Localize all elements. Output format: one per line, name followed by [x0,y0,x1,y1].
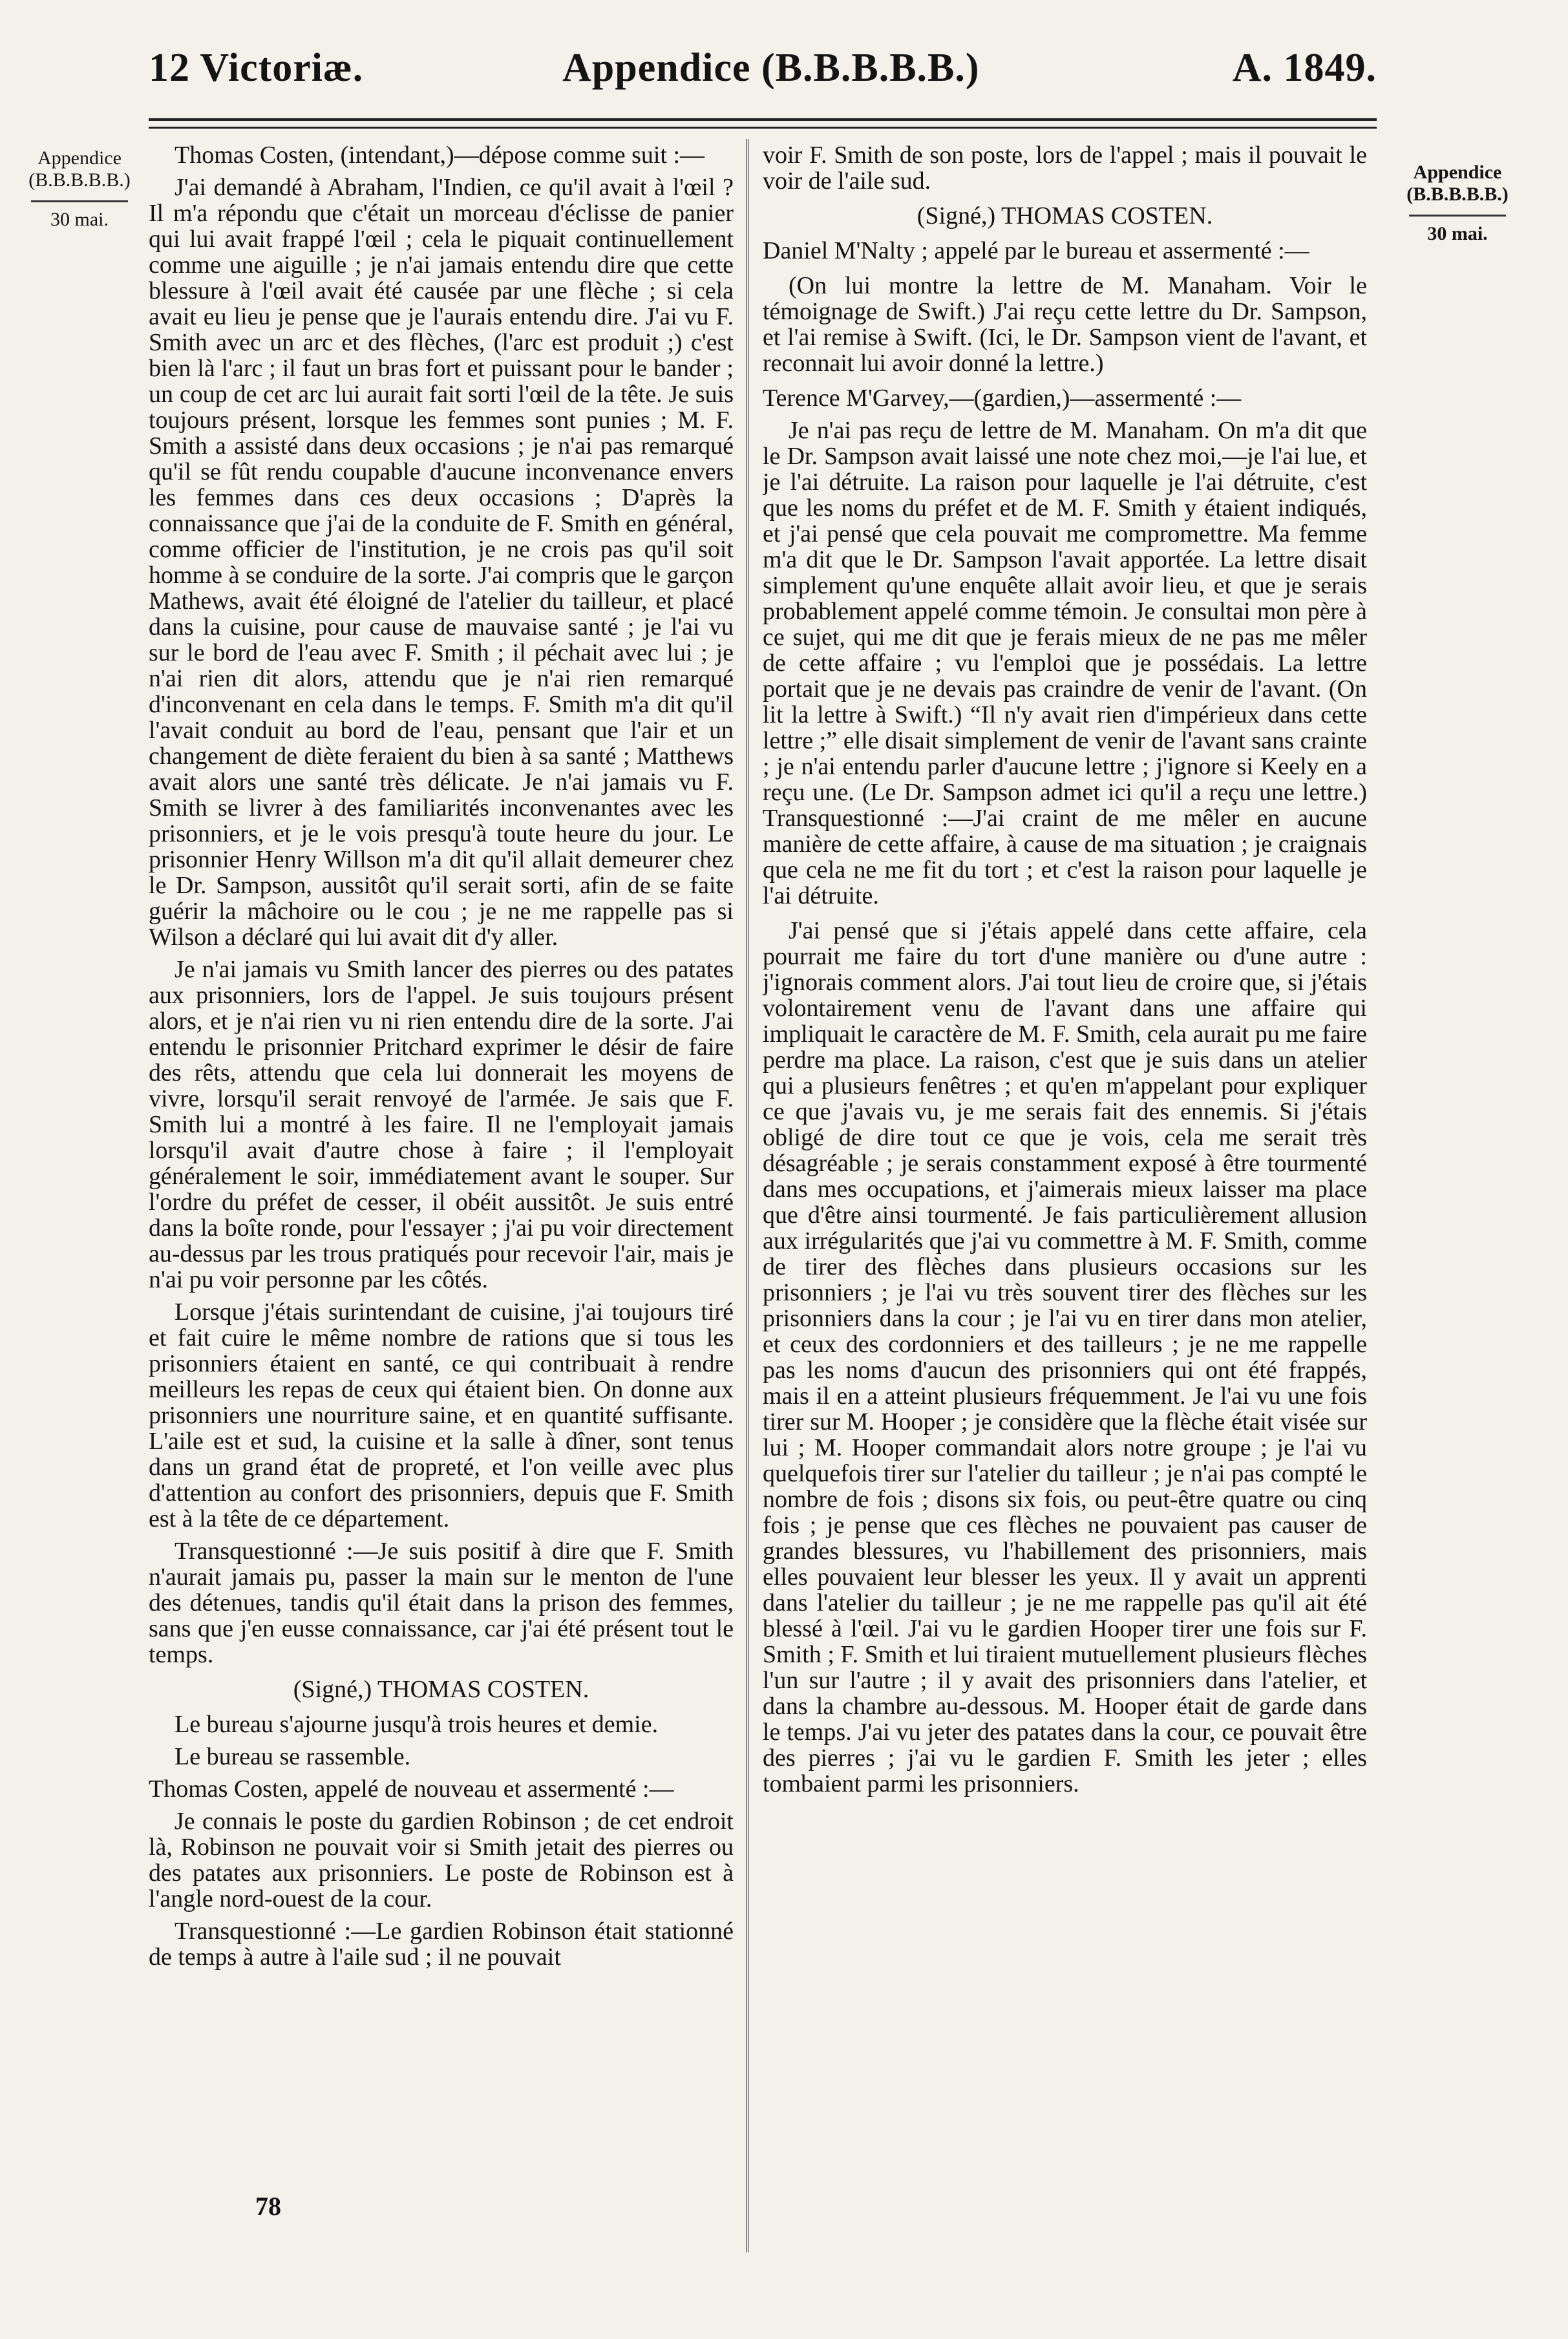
page-number: 78 [255,2192,281,2221]
paragraph: Transquestionné :—Le gardien Robinson était stationné de temps à autre à l'aile sud ; il ne pouvait [149,1918,734,1971]
paragraph: J'ai pensé que si j'étais appelé dans cette affaire, cela pourrait me faire du tort d'une manière ou d'une autre : j'ignorais comment alors. J'ai tout lieu de croire que, si j'étais volontairement venu de l'avant dans une affaire qui impliquait le caractère de M. F. Smith, cela aurait pu me faire perdre ma place. La raison, c'est que je suis dans un atelier qui a plusieurs fenêtres ; et qu'en m'appelant pour expliquer ce que j'avais vu, je me serais fait des ennemis. Si j'étais obligé de dire tout ce que je vois, cela me serait très désagréable ; je serais constamment exposé à être tourmenté dans mes occupations, et j'aimerais mieux laisser ma place que d'être ainsi tourmenté. Je fais particulièrement allusion aux irrégularités que j'ai vu commettre à M. F. Smith, comme de tirer des flèches dans plusieurs occasions sur les prisonniers ; je l'ai vu très souvent tirer des flèches sur les prisonniers dans la cour ; je l'ai vu en tirer dans mon atelier, et ceux des cordonniers et des tailleurs ; je ne me rappelle pas les noms d'aucun des prisonniers qui ont été frappés, mais il en a atteint plusieurs fréquemment. Je l'ai vu une fois tirer sur M. Hooper ; je considère que la flèche était visée sur lui ; M. Hooper commandait alors notre groupe ; je l'ai vu quelquefois tirer sur l'atelier du tailleur ; je n'ai pas compté le nombre de fois ; disons six fois, ou peut-être quatre ou cinq fois ; je pense que ces flèches ne pouvaient pas causer de grandes blessures, vu l'habillement des prisonniers, mais elles pouvaient leur blesser les yeux. Il y avait un apprenti dans l'atelier du tailleur ; je ne me rappelle pas qu'il ait été blessé à l'œil. J'ai vu le gardien Hooper tirer une fois sur F. Smith ; F. Smith et lui tiraient mutuellement plusieurs flèches l'un sur l'autre ; il y avait des prisonniers dans l'atelier, et dans la chambre au-dessous. M. Hooper était de garde dans le temps. J'ai vu jeter des patates dans la cour, ce pouvait être des pierres ; j'ai vu le gardien F. Smith les jeter ; elles tombaient parmi les prisonniers. [763,917,1367,1797]
margin-note-left [18,147,141,231]
margin-note-ref: (B.B.B.B.B.) [28,169,131,191]
paragraph: voir F. Smith de son poste, lors de l'appel ; mais il pouvait le voir de l'aile sud. [763,142,1367,195]
margin-note-date: 30 mai. [50,209,109,230]
signature-line: (Signé,) THOMAS COSTEN. [293,1676,589,1703]
paragraph: (On lui montre la lettre de M. Manaham. Voir le témoignage de Swift.) J'ai reçu cette lettre du Dr. Sampson, et l'ai remise à Swift. (Ici, le Dr. Sampson vient de l'avant, et reconnait lui avoir donné la lettre.) [763,272,1367,377]
paragraph: J'ai demandé à Abraham, l'Indien, ce qu'il avait à l'œil ? Il m'a répondu que c'était un morceau d'éclisse de panier qui lui avait frappé l'œil ; cela le piquait continuellement comme une aiguille ; je n'ai jamais entendu dire que cette blessure à l'œil avait été causée par une flèche ; si cela avait eu lieu je pense que je l'aurais entendu dire. J'ai vu F. Smith avec un arc et des flèches, (l'arc est produit ;) c'est bien là l'arc ; il faut un bras fort et puissant pour le bander ; un coup de cet arc lui aurait fait sorti l'œil de la tête. Je suis toujours présent, lorsque les femmes sont punies ; M. F. Smith a assisté dans deux occasions ; je n'ai pas remarqué qu'il se fût rendu coupable d'aucune inconvenance envers les femmes dans ces deux occasions ; D'après la connaissance que j'ai de la conduite de F. Smith en général, comme officier de l'institution, je ne crois pas qu'il soit homme à se conduire de la sorte. J'ai compris que le garçon Mathews, avait été éloigné de l'atelier du tailleur, et placé dans la cuisine, pour cause de mauvaise santé ; je l'ai vu sur le bord de l'eau avec F. Smith ; il péchait avec lui ; je n'ai rien dit alors, attendu que je n'ai rien remarqué d'inconvenant en cela dans le temps. F. Smith m'a dit qu'il l'avait conduit au bord de l'eau, pensant que l'air et un changement de diète feraient du bien à sa santé ; Matthews avait alors une santé très délicate. Je n'ai jamais vu F. Smith se livrer à des familiarités inconvenantes avec les prisonniers, et je le vois presqu'à toute heure du jour. Le prisonnier Henry Willson m'a dit qu'il allait demeurer chez le Dr. Sampson, aussitôt qu'il serait sorti, afin de se faite guérir la mâchoire ou le cou ; je ne me rappelle pas si Wilson a déclaré qui lui avait dit d'y aller. [149,174,734,951]
paragraph: Thomas Costen, appelé de nouveau et assermenté :— [149,1775,674,1803]
margin-note-title: Appendice [37,147,122,169]
margin-note-divider [31,200,128,202]
header-right: A. 1849. [1232,46,1377,90]
paragraph: Lorsque j'étais surintendant de cuisine, j'ai toujours tiré et fait cuire le même nombre de rations que si tous les prisonniers étaient en santé, ce qui contribuait à rendre meilleurs les repas de ceux qui étaient bien. On donne aux prisonniers une nourriture saine, et en quantité suffisante. L'aile est et sud, la cuisine et la salle à dîner, sont tenus dans un grand état de propreté, et l'on veille avec plus d'attention au confort des prisonniers, depuis que F. Smith est à la tête de ce département. [149,1298,734,1532]
header-left: 12 Victoriæ. [149,46,364,90]
paragraph: Je connais le poste du gardien Robinson ; de cet endroit là, Robinson ne pouvait voir si Smith jetait des pierres ou des patates aux prisonniers. Le poste de Robinson est à l'angle nord-ouest de la cour. [149,1808,734,1912]
margin-note-divider [1409,215,1506,217]
paragraph: Le bureau s'ajourne jusqu'à trois heures et demie. [175,1711,659,1738]
paragraph: Daniel M'Nalty ; appelé par le bureau et assermenté :— [763,237,1309,264]
paragraph: Je n'ai jamais vu Smith lancer des pierres ou des patates aux prisonniers, lors de l'appel. Je suis toujours présent alors, et je n'ai rien vu ni rien entendu dire de la sorte. J'ai entendu le prisonnier Pritchard exprimer le désir de faire des rêts, attendu que cela lui donnerait les moyens de vivre, lorsqu'il serait renvoyé de l'armée. Je sais que F. Smith lui a montré à les faire. Il ne l'employait jamais lorsqu'il avait d'autre chose à faire ; il l'employait généralement le soir, immédiatement avant le souper. Sur l'ordre du préfet de cesser, il obéit aussitôt. Je suis entré dans la boîte ronde, pour l'essayer ; j'ai pu voir directement au-dessus par les trous pratiqués pour recevoir l'air, mais je n'ai pu voir personne par les côtés. [149,956,734,1293]
signature-line: (Signé,) THOMAS COSTEN. [916,202,1213,229]
paragraph: Transquestionné :—Je suis positif à dire que F. Smith n'aurait jamais pu, passer la main sur le menton de l'une des détenues, tandis qu'il était dans la prison des femmes, sans que j'en eusse connaissance, car j'ai été présent tout le temps. [149,1538,734,1668]
paragraph: Je n'ai pas reçu de lettre de M. Manaham. On m'a dit que le Dr. Sampson avait laissé une note chez moi,—je l'ai lue, et je l'ai détruite. La raison pour laquelle je l'ai détruite, c'est que les noms du préfet et de M. F. Smith y étaient indiqués, et j'ai pensé que cela pouvait me compromettre. Ma femme m'a dit que le Dr. Sampson l'avait apportée. La lettre disait simplement qu'une enquête allait avoir lieu, et que je serais probablement appelé comme témoin. Je consultai mon père à ce sujet, qui me dit que je ferais mieux de ne pas me mêler de cette affaire ; vu l'emploi que je possédais. La lettre portait que je ne devais pas craindre de venir de l'avant. (On lit la lettre à Swift.) “Il n'y avait rien d'impérieux dans cette lettre ;” elle disait simplement de venir de l'avant sans crainte ; je n'ai entendu parler d'aucune lettre ; j'ignore si Keely en a reçu une. (Le Dr. Sampson admet ici qu'il a reçu une lettre.) Transquestionné :—J'ai craint de me mêler en aucune manière de cette affaire, à cause de ma situation ; je craignais que cela ne me fit du tort ; et c'est la raison pour laquelle je l'ai détruite. [763,417,1367,909]
page-header [149,32,1377,110]
margin-note-date: 30 mai. [1427,223,1488,244]
margin-note-right [1383,162,1532,245]
paragraph: Terence M'Garvey,—(gardien,)—assermenté :— [763,385,1242,412]
header-rule-thin [149,127,1377,129]
right-column [763,142,1367,2256]
header-center: Appendice (B.B.B.B.B.) [562,46,980,90]
paragraph: Le bureau se rassemble. [175,1743,411,1770]
left-column [149,142,734,2256]
paragraph: Thomas Costen, (intendant,)—dépose comme suit :— [175,142,705,169]
margin-note-title: Appendice [1413,162,1502,183]
column-divider [746,139,750,2252]
header-rule [149,118,1377,121]
margin-note-ref: (B.B.B.B.B.) [1406,184,1509,205]
